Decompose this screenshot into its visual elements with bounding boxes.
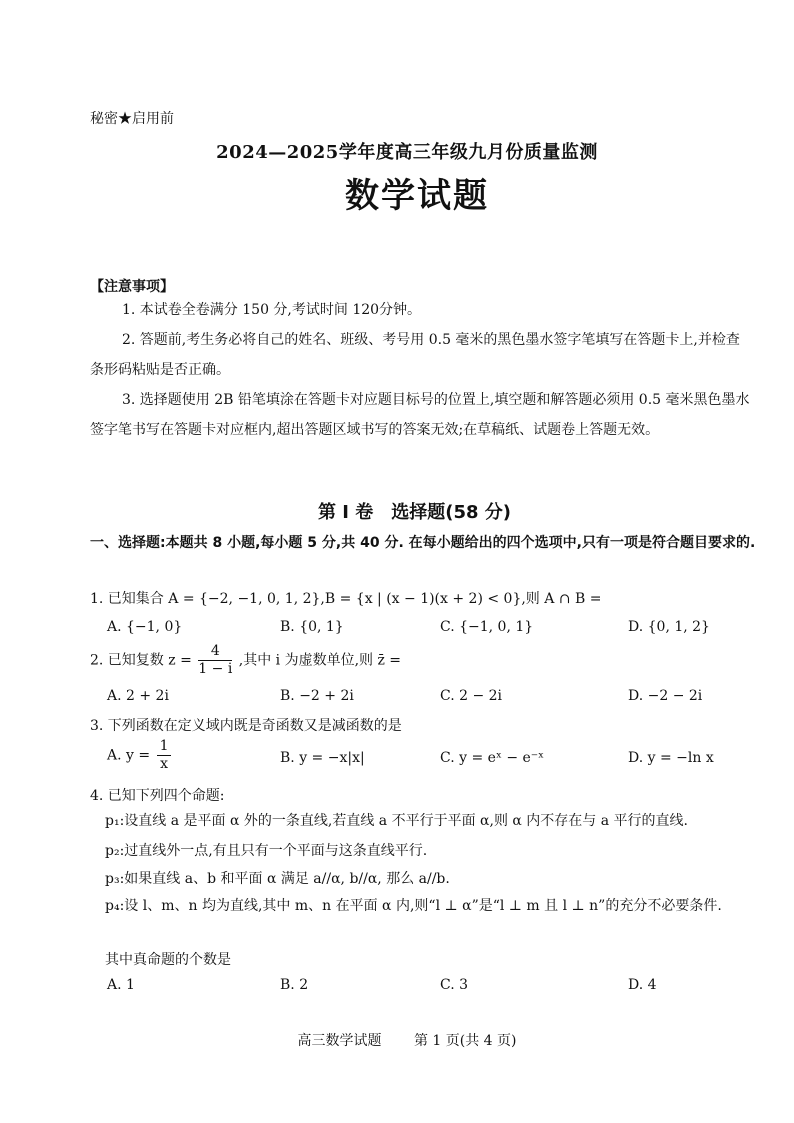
question-3-stem: 3. 下列函数在定义域内既是奇函数又是减函数的是 — [90, 718, 402, 734]
question-4-option-a: A. 1 — [107, 977, 135, 993]
fraction-denominator: x — [160, 756, 168, 772]
fraction-numerator: 4 — [198, 643, 232, 661]
question-3-option-a — [107, 738, 173, 773]
question-2-stem-prefix: 2. 已知复数 z = — [90, 652, 192, 669]
question-4-stem: 4. 已知下列四个命题: — [90, 788, 225, 804]
proposition-p4: p₄:设 l、m、n 均为直线,其中 m、n 在平面 α 内,则“l ⊥ α”是“l ⊥ m 且 l ⊥ n”的充分不必要条件. — [105, 898, 722, 914]
part-title: 第 Ⅰ 卷 选择题(58 分) — [318, 502, 511, 523]
question-4-option-d: D. 4 — [628, 977, 657, 993]
section-instructions: 一、选择题:本题共 8 小题,每小题 5 分,共 40 分. 在每小题给出的四个选项中,只有一项是符合题目要求的. — [90, 535, 756, 551]
question-4-option-c: C. 3 — [440, 977, 469, 993]
question-3-option-b: B. y = −x|x| — [280, 750, 365, 766]
question-2-option-a: A. 2 + 2i — [107, 688, 169, 704]
question-2-stem-suffix: ,其中 i 为虚数单位,则 z̄ = — [238, 652, 402, 669]
proposition-p1: p₁:设直线 a 是平面 α 外的一条直线,若直线 a 不平行于平面 α,则 α 内不存在与 a 平行的直线. — [105, 813, 688, 829]
option-a-fraction — [157, 738, 172, 773]
question-2-fraction — [198, 643, 232, 678]
question-2-option-d: D. −2 − 2i — [628, 688, 703, 704]
confidential-mark: 秘密★启用前 — [90, 111, 174, 127]
question-4-question: 其中真命题的个数是 — [105, 952, 231, 968]
question-3-option-c: C. y = eˣ − e⁻ˣ — [440, 750, 545, 766]
question-1-option-d: D. {0, 1, 2} — [628, 619, 710, 635]
question-1-option-a: A. {−1, 0} — [107, 619, 183, 635]
question-4-option-b: B. 2 — [280, 977, 309, 993]
question-3-option-d: D. y = −ln x — [628, 750, 714, 766]
footer-page-number: 第 1 页(共 4 页) — [413, 1033, 517, 1049]
question-2-option-c: C. 2 − 2i — [440, 688, 503, 704]
proposition-p3: p₃:如果直线 a、b 和平面 α 满足 a//α, b//α, 那么 a//b. — [105, 871, 450, 887]
question-1-option-b: B. {0, 1} — [280, 619, 344, 635]
fraction-numerator: 1 — [157, 738, 172, 756]
proposition-p2: p₂:过直线外一点,有且只有一个平面与这条直线平行. — [105, 843, 428, 859]
option-a-prefix: A. y = — [107, 747, 151, 764]
notice-item-1: 1. 本试卷全卷满分 150 分,考试时间 120分钟。 — [122, 302, 422, 318]
exam-title: 数学试题 — [345, 176, 489, 216]
question-1-stem: 1. 已知集合 A = {−2, −1, 0, 1, 2},B = {x | (x − 1)(x + 2) < 0},则 A ∩ B = — [90, 591, 602, 607]
notice-item-3: 3. 选择题使用 2B 铅笔填涂在答题卡对应题目标号的位置上,填空题和解答题必须用 0.5 毫米黑色墨水签字笔书写在答题卡对应框内,超出答题区域书写的答案无效;在草稿纸、试题卷上答题无效。 — [90, 392, 750, 438]
question-2-stem — [90, 643, 401, 678]
notice-item-2: 2. 答题前,考生务必将自己的姓名、班级、考号用 0.5 毫米的黑色墨水签字笔填写在答题卡上,并检查条形码粘贴是否正确。 — [90, 332, 740, 378]
exam-subtitle: 2024—2025学年度高三年级九月份质量监测 — [216, 142, 598, 163]
notice-heading: 【注意事项】 — [90, 279, 174, 295]
page-footer — [0, 1030, 794, 1050]
question-1-option-c: C. {−1, 0, 1} — [440, 619, 534, 635]
question-2-option-b: B. −2 + 2i — [280, 688, 354, 704]
footer-subject: 高三数学试题 — [297, 1033, 382, 1049]
fraction-denominator: 1 − i — [198, 661, 233, 677]
